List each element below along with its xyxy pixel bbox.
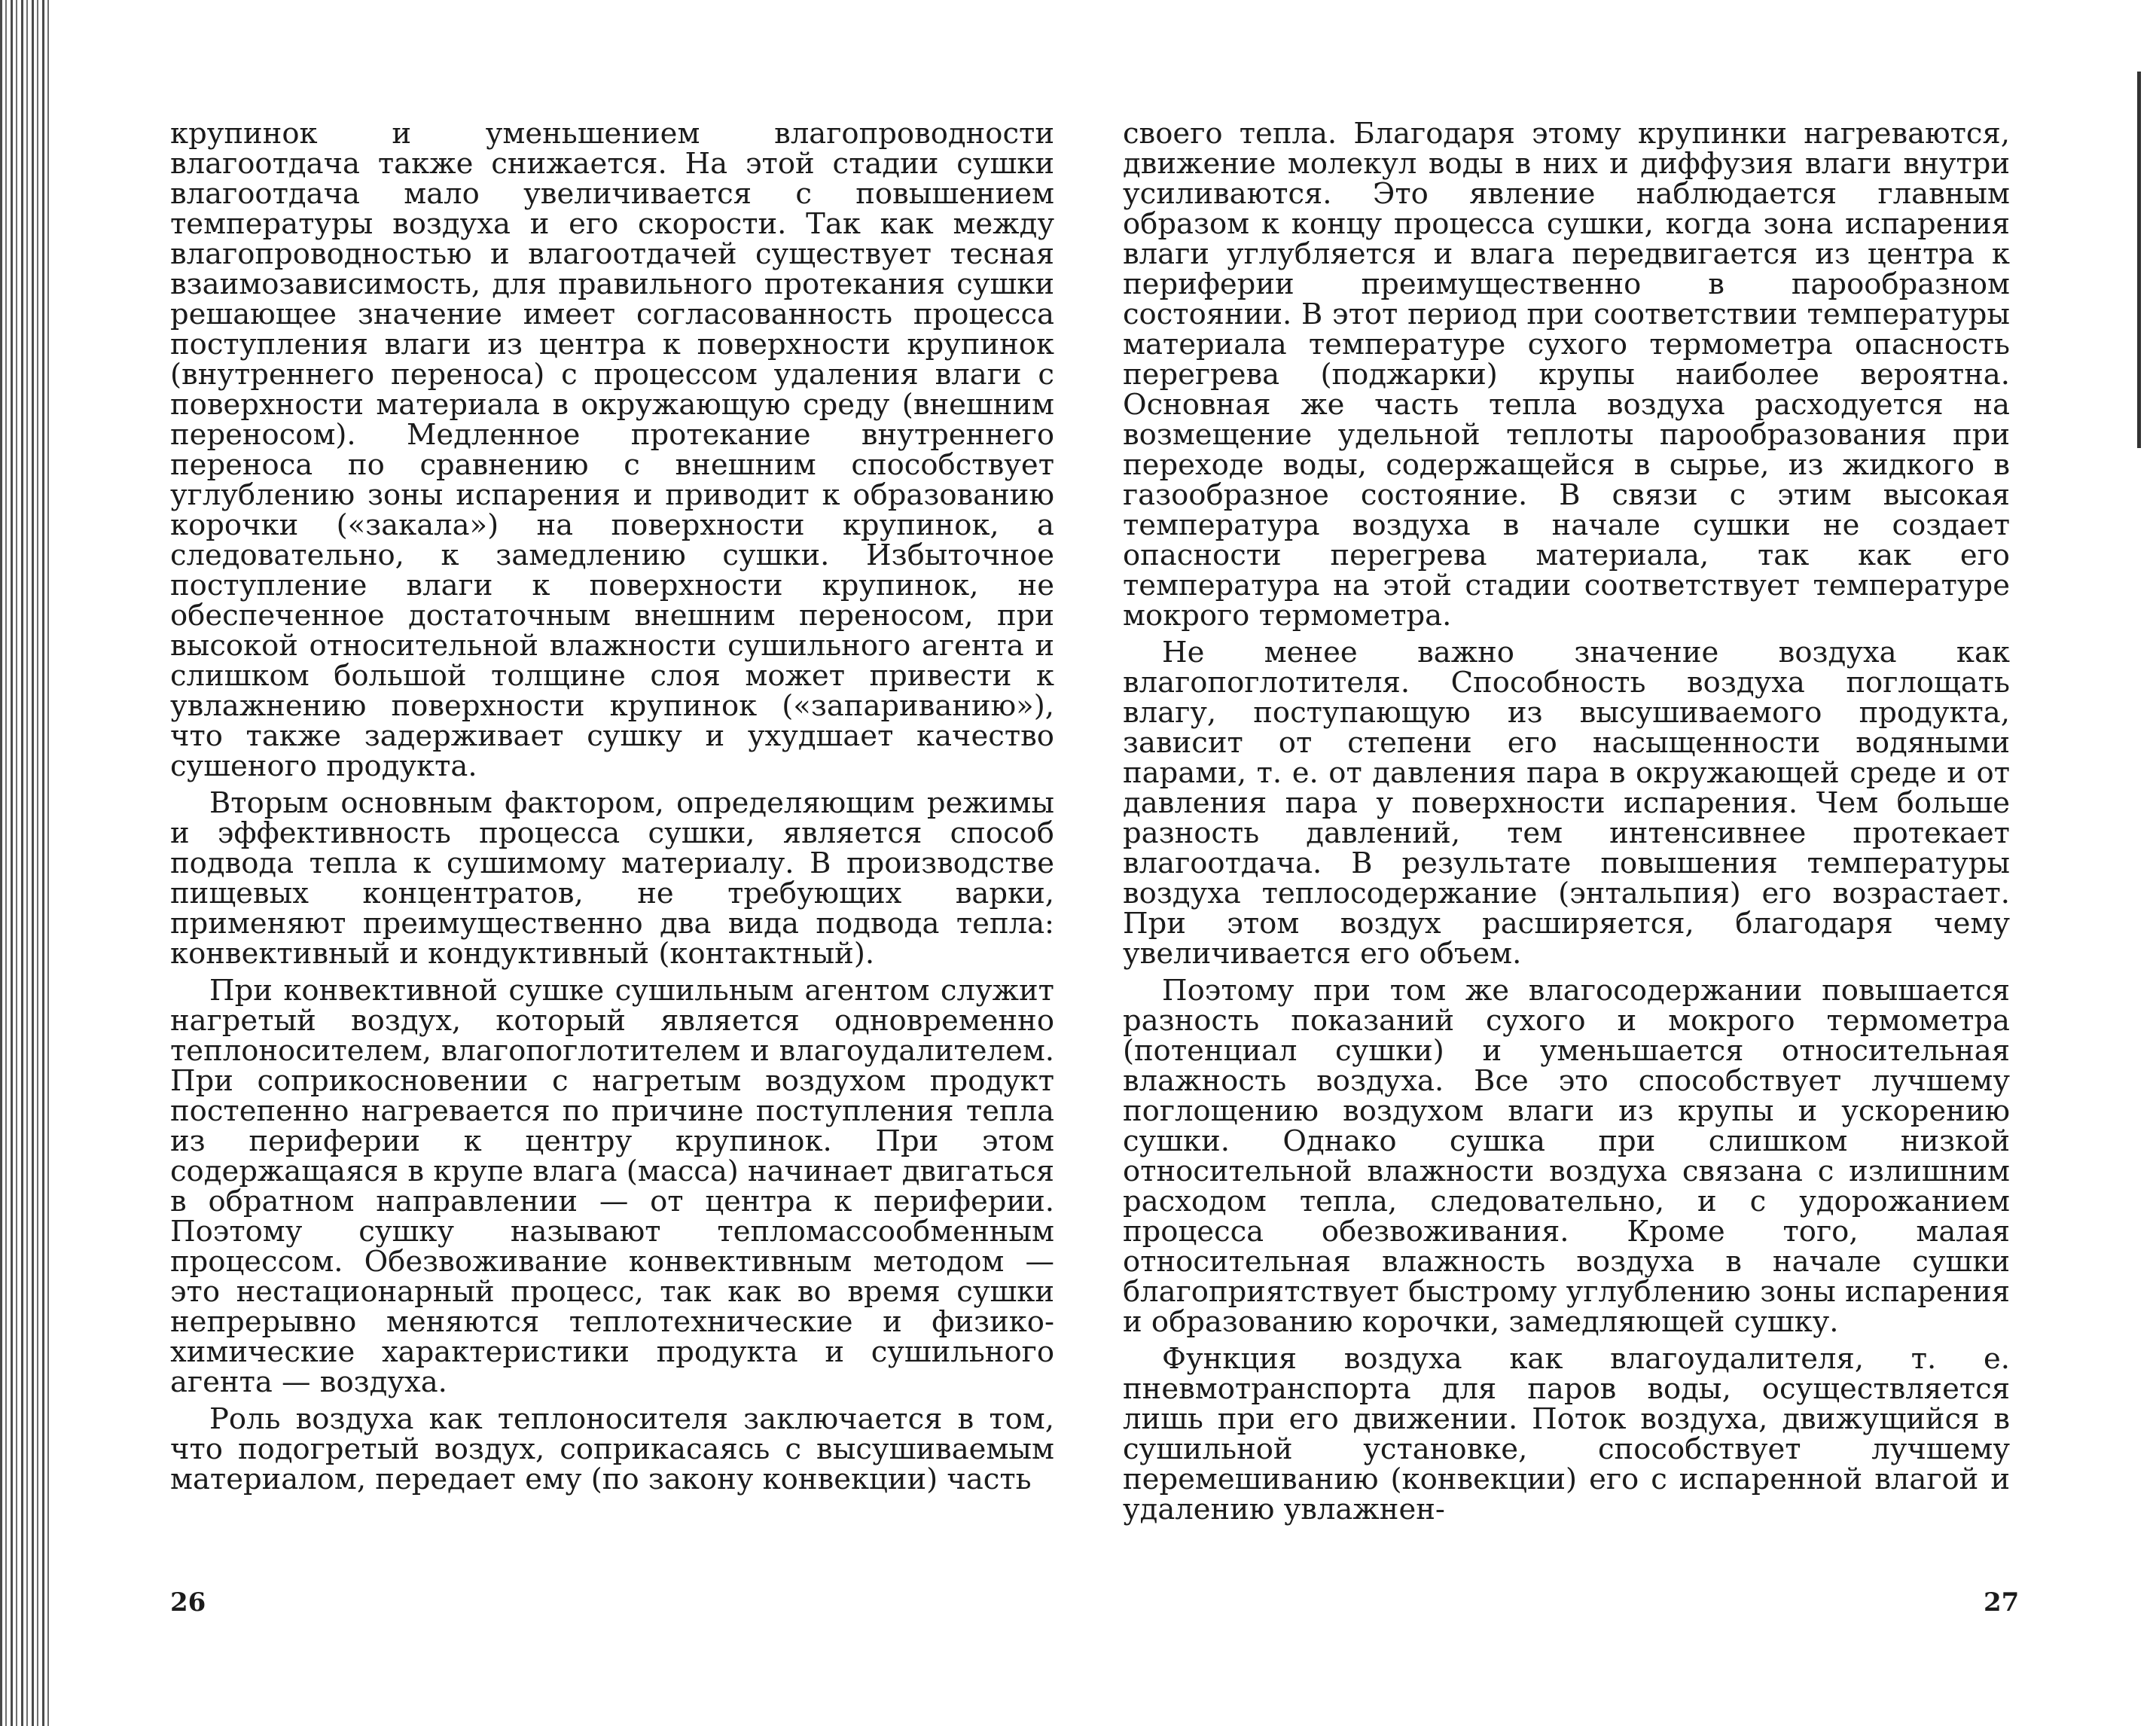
right-paragraph-1: своего тепла. Благодаря этому крупинки нагреваются, движение молекул воды в них и диффузия влаги внутри усиливаются. Это явление наблюдается главным образом к концу процесса сушки, когда зона испарения влаги углубляется и влага передвигается из центра к периферии преимущественно в парообразном состоянии. В этот период при соответствии температуры материала температуре сухого термометра опасность перегрева (поджарки) крупы наиболее вероятна. Основная же часть тепла воздуха расходуется на возмещение удельной теплоты парообразования при переходе воды, содержащейся в сырье, из жидкого в газообразное состояние. В связи с этим высокая температура воздуха в начале сушки не создает опасности перегрева материала, так как его температура на этой стадии соответствует температуре мокрого термометра. [1123, 117, 2010, 633]
scan-binding-edge [0, 0, 50, 1726]
right-paragraph-3: Поэтому при том же влагосодержании повышается разность показаний сухого и мокрого термометра (потенциал сушки) и уменьшается относительная влажность воздуха. Все это способствует лучшему поглощению воздухом влаги из крупы и ускорению сушки. Однако сушка при слишком низкой относительной влажности воздуха связана с излишним расходом тепла, следовательно, и с удорожанием процесса обезвоживания. Кроме того, малая относительная влажность воздуха в начале сушки благоприятствует быстрому углублению зоны испарения и образованию корочки, замедляющей сушку. [1123, 974, 2010, 1339]
right-paragraph-2: Не менее важно значение воздуха как влагопоглотителя. Способность воздуха поглощать влагу, поступающую из высушиваемого продукта, зависит от степени его насыщенности водяными парами, т. е. от давления пара в окружающей среде и от давления пара у поверхности испарения. Чем больше разность давлений, тем интенсивнее протекает влагоотдача. В результате повышения температуры воздуха теплосодержание (энтальпия) его возрастает. При этом воздух расширяется, благодаря чему увеличивается его объем. [1123, 636, 2010, 971]
left-paragraph-3: При конвективной сушке сушильным агентом служит нагретый воздух, который является одновременно теплоносителем, влагопоглотителем и влагоудалителем. При соприкосновении с нагретым воздухом продукт постепенно нагревается по причине поступления тепла из периферии к центру крупинок. При этом содержащаяся в крупе влага (масса) начинает двигаться в обратном направлении — от центра к периферии. Поэтому сушку называют тепломассообменным процессом. Обезвоживание конвективным методом — это нестационарный процесс, так как во время сушки непрерывно меняются теплотехнические и физико-химические характеристики продукта и сушильного агента — воздуха. [170, 974, 1054, 1399]
left-paragraph-4: Роль воздуха как теплоносителя заключается в том, что подогретый воздух, соприкасаясь с высушиваемым материалом, передает ему (по закону конвекции) часть [170, 1402, 1054, 1496]
page-number-right: 27 [1984, 1587, 2020, 1618]
right-page-text [1123, 119, 2010, 1532]
right-paragraph-4: Функция воздуха как влагоудалителя, т. е. пневмотранспорта для паров воды, осуществляется лишь при его движении. Поток воздуха, движущийся в сушильной установке, способствует лучшему перемешиванию (конвекции) его с испаренной влагой и удалению увлажнен- [1123, 1342, 2010, 1526]
left-page-text [170, 119, 1054, 1502]
left-paragraph-2: Вторым основным фактором, определяющим режимы и эффективность процесса сушки, является способ подвода тепла к сушимому материалу. В производстве пищевых концентратов, не требующих варки, применяют преимущественно два вида подвода тепла: конвективный и кондуктивный (контактный). [170, 786, 1054, 971]
page-number-left: 26 [170, 1587, 206, 1618]
scan-right-edge-mark [2137, 72, 2141, 448]
left-paragraph-1: крупинок и уменьшением влагопроводности влагоотдача также снижается. На этой стадии сушки влагоотдача мало увеличивается с повышением температуры воздуха и его скорости. Так как между влагопроводностью и влагоотдачей существует тесная взаимозависимость, для правильного протекания сушки решающее значение имеет согласованность процесса поступления влаги из центра к поверхности крупинок (внутреннего переноса) с процессом удаления влаги с поверхности материала в окружающую среду (внешним переносом). Медленное протекание внутреннего переноса по сравнению с внешним способствует углублению зоны испарения и приводит к образованию корочки («закала») на поверхности крупинок, а следовательно, к замедлению сушки. Избыточное поступление влаги к поверхности крупинок, не обеспеченное достаточным внешним переносом, при высокой относительной влажности сушильного агента и слишком большой толщине слоя может привести к увлажнению поверхности крупинок («запариванию»), что также задерживает сушку и ухудшает качество сушеного продукта. [170, 117, 1054, 783]
